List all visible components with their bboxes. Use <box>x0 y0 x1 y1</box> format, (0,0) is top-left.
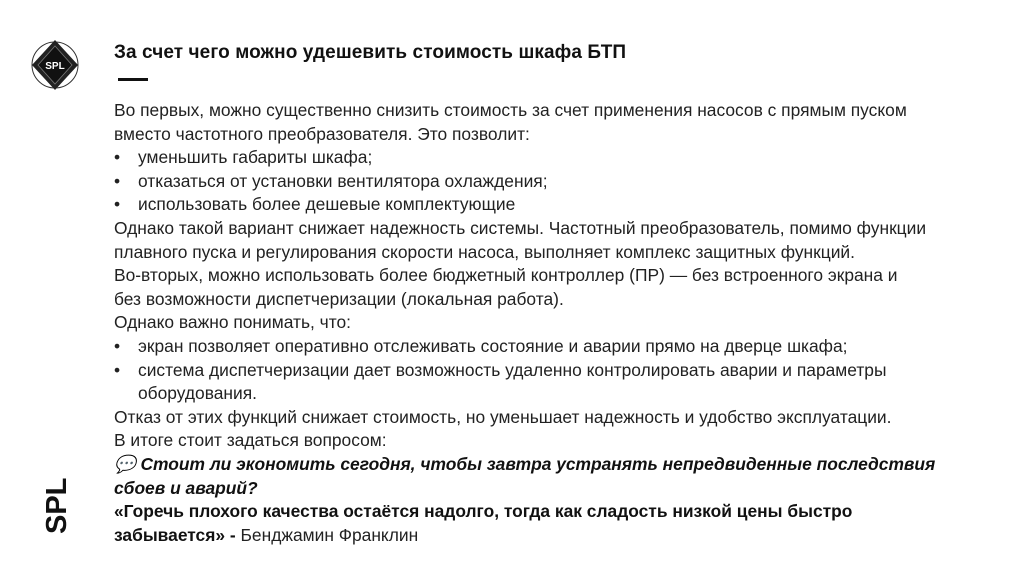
side-brand <box>28 468 78 538</box>
bullet-marker: • <box>114 359 121 380</box>
list-item <box>114 193 994 217</box>
question-line-2: сбоев и аварий? <box>114 477 258 498</box>
logo-text: SPL <box>45 61 65 72</box>
side-brand-svg <box>28 468 78 538</box>
body-text <box>114 99 994 547</box>
bullet-marker: • <box>114 147 121 168</box>
spl-logo-icon <box>28 38 82 92</box>
paragraph-2-line-1: Однако такой вариант снижает надежность системы. Частотный преобразователь, помимо функции <box>114 217 927 238</box>
bullet-marker: • <box>114 194 121 215</box>
list-item-text: экран позволяет оперативно отслеживать состояние и аварии прямо на дверце шкафа; <box>138 335 848 356</box>
list-item <box>114 335 994 359</box>
quote-end: забывается» - <box>114 524 236 545</box>
quote-line-2 <box>114 524 994 548</box>
side-brand-text: SPL <box>41 477 73 534</box>
quote-line-1: «Горечь плохого качества остаётся надолго, тогда как сладость низкой цены быстро <box>114 501 853 522</box>
title-underline <box>118 78 148 81</box>
paragraph-3-line-2: без возможности диспетчеризации (локальная работа). <box>114 288 564 309</box>
quote-author: Бенджамин Франклин <box>240 524 419 545</box>
paragraph-6: В итоге стоит задаться вопросом: <box>114 430 387 451</box>
list-item <box>114 146 994 170</box>
speech-bubble-icon: 💬 <box>114 453 136 474</box>
spl-logo <box>28 38 82 92</box>
paragraph-5: Отказ от этих функций снижает стоимость, но уменьшает надежность и удобство эксплуатации. <box>114 406 892 427</box>
list-item-continuation: оборудования. <box>138 383 257 404</box>
paragraph-2-line-2: плавного пуска и регулирования скорости насоса, выполняет комплекс защитных функций. <box>114 241 855 262</box>
list-item-text: система диспетчеризации дает возможность удаленно контролировать аварии и параметры <box>138 359 887 380</box>
list-item-text: отказаться от установки вентилятора охлаждения; <box>138 170 548 191</box>
page-title: За счет чего можно удешевить стоимость шкафа БТП <box>114 42 627 63</box>
list-item <box>114 359 994 383</box>
bullet-marker: • <box>114 170 121 191</box>
question-text: Стоит ли экономить сегодня, чтобы завтра устранять непредвиденные последствия <box>140 453 936 474</box>
list-item-text: использовать более дешевые комплектующие <box>138 194 516 215</box>
bullet-marker: • <box>114 335 121 356</box>
paragraph-3-line-1: Во-вторых, можно использовать более бюджетный контроллер (ПР) — без встроенного экрана и <box>114 265 898 286</box>
paragraph-1-line-2: вместо частотного преобразователя. Это позволит: <box>114 123 530 144</box>
list-item <box>114 170 994 194</box>
question-line-1 <box>114 453 994 477</box>
paragraph-4: Однако важно понимать, что: <box>114 312 352 333</box>
list-item-text: уменьшить габариты шкафа; <box>138 147 373 168</box>
paragraph-1-line-1: Во первых, можно существенно снизить стоимость за счет применения насосов с прямым пуском <box>114 100 907 120</box>
